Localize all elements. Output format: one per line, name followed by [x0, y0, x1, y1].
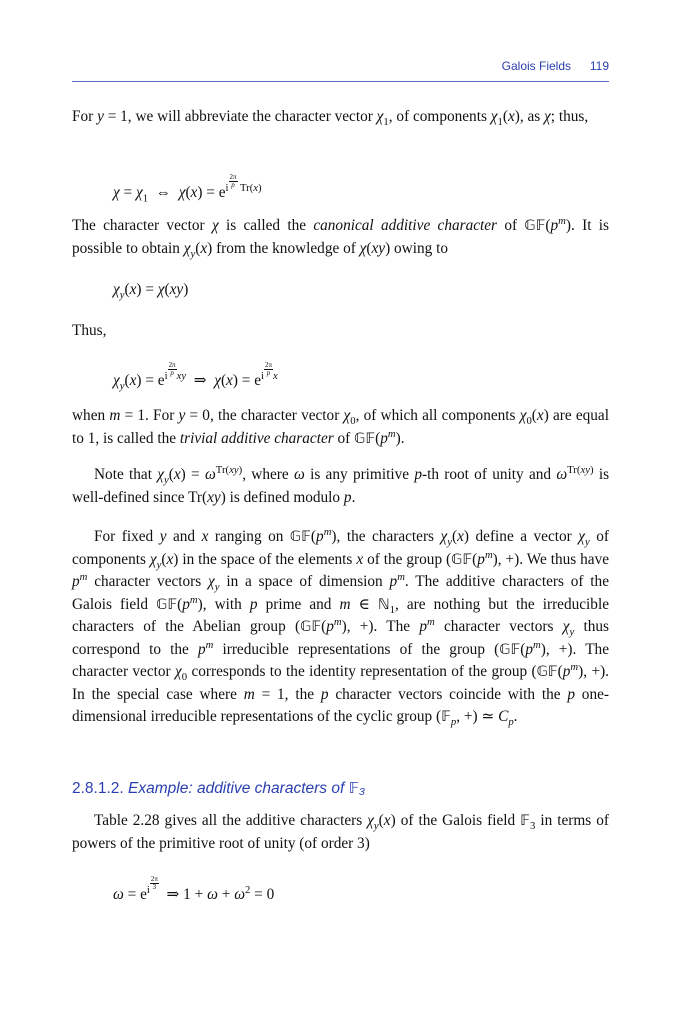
paragraph-canonical: The character vector χ is called the canonical additive character of $𝔾𝔽(p^m)$. It is possible to obtain $\chi_y(x)$ from the knowledge of χ(xy) owing to — [72, 214, 609, 260]
page-number: 119 — [589, 59, 609, 73]
page-header — [72, 57, 609, 82]
section-title: Example: additive characters of 𝔽₃ — [128, 780, 366, 797]
paragraph-note: Note that $\chi_y(x) = \omega^{Tr(xy)}$, where ω is any primitive p-th root of unity and $\omega^{Tr(xy)}$ is well-defined since Tr(xy) is defined modulo p. — [72, 463, 610, 506]
section-heading — [72, 779, 365, 798]
term-canonical: canonical additive character — [313, 217, 498, 234]
equation-omega: $\omega = e^{i \frac{2\pi}{3}}$ ⇒ $1 + \omega + \omega^2 = 0$ — [113, 875, 275, 904]
term-trivial: trivial additive character — [179, 429, 334, 447]
equation-exponential: $\chi_y(x) = e^{i \frac{2\pi}{p} xy}$ ⇒ $\chi(x) = e^{i \frac{2\pi}{p} x}$ — [113, 361, 278, 393]
paragraph-trivial: when m = 1. For y = 0, the character vector $\chi_0$, of which all components $\chi_0(x)$ are equal to 1, is called the trivial additive character of $𝔾𝔽(p^m)$. — [72, 407, 609, 447]
paragraph-abbreviation: For y = 1, we will abbreviate the character vector $\chi_1$, of components $\chi_1(x)$, as χ; thus, — [72, 108, 589, 129]
section-number: 2.8.1.2. — [72, 780, 124, 797]
equation-chi-y: $\chi_y(x) = \chi(xy)$ — [113, 281, 189, 302]
running-title: Galois Fields — [501, 59, 571, 73]
equation-chi: $\chi = \chi_1$ ⇔ $\chi(x) = e^{i \frac{2\pi}{p} Tr(x)}$ — [113, 173, 262, 205]
paragraph-representations: For fixed y and x ranging on $𝔾𝔽(p^m)$, the characters $\chi_y(x)$ define a vector $\chi_y$ of components $\chi_y(x)$ in the space of the elements x of the group ($𝔾𝔽(p^m)$, +). We thus have $p^m$ character vectors $\chi_y$ in a space of dimension $p^m$. The additive characters of the Galois field $𝔾𝔽(p^m)$, with p prime and m ∈ ℕ$_1$, are nothing but the irreducible characters of the Abelian group ($𝔾𝔽(p^m)$, +). The $p^m$ character vectors $\chi_y$ thus correspond to the $p^m$ irreducible representations of the group ($𝔾𝔽(p^m)$, +). The character vector $\chi_0$ corresponds to the identity representation of the group ($𝔾𝔽(p^m)$, +). In the special case where m = 1, the p character vectors coincide with the p one-dimensional irreducible representations of the cyclic group (𝔽$_p$, +) ≃ $C_p$. — [72, 525, 610, 729]
paragraph-table-ref: Table 2.28 gives all the additive characters $\chi_y(x)$ of the Galois field 𝔽$_3$ in terms of powers of the primitive root of unity (of order 3) — [72, 812, 609, 852]
paragraph-thus: Thus, — [72, 322, 107, 339]
